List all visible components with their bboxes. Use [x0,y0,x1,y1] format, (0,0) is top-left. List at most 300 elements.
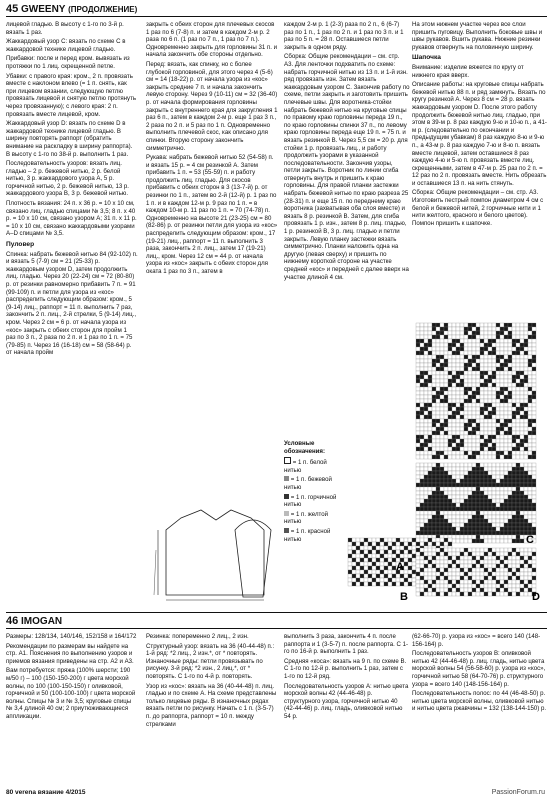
chart-cell [444,435,448,439]
chart-cell [468,447,472,451]
chart-cell [504,556,508,560]
chart-cell [404,546,408,550]
chart-cell [512,475,516,479]
chart-cell [448,463,452,467]
chart-cell [440,507,444,511]
chart-cell [380,566,384,570]
chart-cell [532,343,536,347]
chart-cell [364,542,368,546]
chart-cell [472,383,476,387]
chart-cell [436,580,440,584]
chart-cell [412,538,416,542]
chart-cell [472,568,476,572]
chart-cell [420,572,424,576]
chart-cell [416,343,420,347]
chart-cell [472,467,476,471]
chart-cell [464,335,468,339]
chart-cell [440,351,444,355]
chart-cell [468,415,472,419]
chart-cell [492,331,496,335]
chart-cell [512,531,516,535]
chart-cell [436,527,440,531]
chart-cell [456,479,460,483]
chart-cell [404,558,408,562]
paragraph: Резинка: попеременно 2 лиц., 2 изн. [146,633,249,640]
chart-cell [476,339,480,343]
chart-cell [512,411,516,415]
chart-cell [484,487,488,491]
chart-cell [468,355,472,359]
chart-cell [476,367,480,371]
chart-cell [476,560,480,564]
chart-cell [464,359,468,363]
chart-cell [416,511,420,515]
chart-cell [428,527,432,531]
chart-cell [480,519,484,523]
chart-cell [504,375,508,379]
chart-cell [416,580,420,584]
chart-cell [432,439,436,443]
chart-cell [432,419,436,423]
paragraph: лицевой гладью. В высоту с 1-го по 3-й р. вязать 1 раз. [6,21,124,36]
chart-cell [520,576,524,580]
chart-cell [516,379,520,383]
chart-cell [460,443,464,447]
chart-cell [516,463,520,467]
chart-cell [448,564,452,568]
chart-cell [420,523,424,527]
paragraph: Плотность вязания: 24 п. x 36 р. = 10 x 10 см, связано лиц. гладью спицами № 3,5; 8 п. x 40 р. = 10 x 10 см, связано узором A; 31 п. x 11 р. = 10 x 10 см, связано жаккардовыми узорами A–D спицами № 3,5. [6,200,137,238]
chart-cell [520,383,524,387]
chart-cell [528,331,532,335]
chart-cell [516,499,520,503]
chart-cell [452,335,456,339]
chart-cell [376,538,380,542]
chart-cell [448,327,452,331]
chart-cell [488,531,492,535]
chart-cell [440,584,444,588]
chart-cell [388,550,392,554]
chart-cell [528,371,532,375]
chart-cell [460,363,464,367]
chart-cell [444,351,448,355]
chart-cell [496,527,500,531]
chart-cell [428,451,432,455]
chart-cell [488,347,492,351]
chart-cell [508,455,512,459]
chart-cell [348,538,352,542]
chart-cell [420,331,424,335]
chart-cell [480,584,484,588]
chart-cell [468,343,472,347]
chart-cell [472,495,476,499]
chart-cell [452,431,456,435]
chart-cell [500,371,504,375]
chart-cell [532,371,536,375]
chart-cell [440,475,444,479]
chart-cell [444,455,448,459]
chart-cell [452,515,456,519]
chart-cell [484,399,488,403]
chart-cell [432,375,436,379]
chart-cell [528,391,532,395]
paragraph: (62-66-70) р. узора из «кос» = всего 140 (148-156-164) р. [412,633,541,648]
chart-cell [420,491,424,495]
chart-cell [500,439,504,443]
chart-cell [512,351,516,355]
chart-cell [504,511,508,515]
chart-cell [416,552,420,556]
chart-cell [444,439,448,443]
chart-cell [456,323,460,327]
chart-cell [500,576,504,580]
chart-cell [380,554,384,558]
chart-cell [436,483,440,487]
chart-cell [412,578,416,582]
chart-cell [496,391,500,395]
chart-cell [428,447,432,451]
chart-cell [520,592,524,596]
chart-cell [484,407,488,411]
chart-cell [360,550,364,554]
chart-cell [472,463,476,467]
chart-cell [360,566,364,570]
chart-cell [396,582,400,586]
chart-cell [528,351,532,355]
chart-cell [488,467,492,471]
chart-cell [524,592,528,596]
chart-cell [532,548,536,552]
chart-cell [520,495,524,499]
chart-cell [460,564,464,568]
chart-cell [456,475,460,479]
chart-cell [428,491,432,495]
chart-cell [472,584,476,588]
subheading-hat: Шапочка [412,54,441,62]
chart-cell [448,487,452,491]
chart-cell [528,379,532,383]
chart-cell [380,570,384,574]
chart-cell [420,584,424,588]
chart-cell [480,447,484,451]
chart-cell [452,347,456,351]
chart-cell [452,539,456,543]
column-4 [412,21,547,229]
chart-cell [420,580,424,584]
chart-cell [488,576,492,580]
chart-cell [352,574,356,578]
chart-cell [500,592,504,596]
chart-cell [460,399,464,403]
chart-cell [460,535,464,539]
chart-cell [468,556,472,560]
chart-cell [480,487,484,491]
chart-cell [488,435,492,439]
chart-cell [440,359,444,363]
chart-cell [472,327,476,331]
chart-cell [504,531,508,535]
chart-cell [472,347,476,351]
chart-cell [520,331,524,335]
chart-cell [476,391,480,395]
chart-cell [416,447,420,451]
chart-cell [480,355,484,359]
chart-cell [516,535,520,539]
chart-cell [520,367,524,371]
chart-cell [448,471,452,475]
chart-cell [420,588,424,592]
chart-cell [420,363,424,367]
chart-cell [472,580,476,584]
chart-cell [484,564,488,568]
chart-cell [456,419,460,423]
chart-cell [436,359,440,363]
chart-cell [432,395,436,399]
chart-cell [524,391,528,395]
chart-cell [516,576,520,580]
chart-cell [504,483,508,487]
chart-cell [488,568,492,572]
chart-cell [420,367,424,371]
chart-cell [520,451,524,455]
chart-cell [492,435,496,439]
chart-cell [492,443,496,447]
chart-cell [488,479,492,483]
chart-cell [436,503,440,507]
section2-column-2 [146,633,278,730]
paragraph: Рекомендации по размерам вы найдете на стр. А1. Пояснения по выполнению узоров и приемов вязания приведены на стр. А2 и А3. [6,642,134,665]
chart-cell [488,331,492,335]
chart-cell [496,451,500,455]
chart-cell [412,582,416,586]
chart-cell [452,363,456,367]
chart-cell [472,564,476,568]
chart-cell [376,570,380,574]
chart-cell [520,355,524,359]
chart-cell [444,527,448,531]
chart-cell [512,564,516,568]
chart-cell [472,411,476,415]
chart-cell [528,443,532,447]
chart-cell [416,423,420,427]
chart-cell [532,379,536,383]
chart-cell [472,355,476,359]
chart-cell [456,339,460,343]
chart-cell [496,531,500,535]
chart-cell [452,359,456,363]
chart-cell [456,451,460,455]
chart-cell [512,403,516,407]
chart-cell [524,467,528,471]
chart-cell [456,467,460,471]
chart-cell [508,564,512,568]
chart-cell [460,407,464,411]
chart-cell [508,588,512,592]
chart-cell [444,403,448,407]
chart-cell [524,588,528,592]
chart-cell [420,379,424,383]
chart-cell [360,570,364,574]
chart-cell [468,568,472,572]
chart-cell [356,542,360,546]
chart-cell [532,339,536,343]
chart-cell [444,443,448,447]
chart-cell [452,576,456,580]
chart-cell [436,588,440,592]
sleeve-schematic [225,505,285,605]
chart-cell [416,331,420,335]
chart-cell [464,463,468,467]
chart-cell [496,447,500,451]
chart-cell [464,499,468,503]
chart-cell [476,443,480,447]
chart-cell [520,435,524,439]
chart-cell [456,527,460,531]
chart-cell [420,495,424,499]
chart-cell [472,403,476,407]
chart-cell [464,527,468,531]
chart-cell [468,323,472,327]
chart-cell [516,339,520,343]
chart-cell [416,503,420,507]
chart-cell [432,487,436,491]
chart-cell [424,419,428,423]
chart-cell [520,463,524,467]
chart-cell [456,431,460,435]
chart-cell [484,531,488,535]
chart-cell [348,542,352,546]
chart-cell [524,455,528,459]
chart-cell [532,584,536,588]
chart-cell [516,323,520,327]
chart-cell [512,399,516,403]
chart-cell [520,455,524,459]
page-footer: 80 verena вязание 4/2015 [6,789,86,796]
chart-cell [440,371,444,375]
paragraph: Сборка: Общие рекомендации – см. стр. А3. Изготовить пестрый помпон диаметром 4 см с белой и бежевой нитей, 2 горчичные нити и 1 нити желтого, красного и белого цветов). Помпон пришить к шапочке. [412,189,544,227]
chart-cell [448,542,452,546]
chart-cell [476,576,480,580]
chart-cell [424,475,428,479]
chart-cell [420,395,424,399]
chart-cell [396,554,400,558]
chart-cell [480,439,484,443]
chart-cell [428,584,432,588]
chart-cell [476,584,480,588]
chart-cell [508,327,512,331]
chart-cell [440,375,444,379]
chart-cell [376,558,380,562]
chart-cell [404,550,408,554]
chart-cell [424,523,428,527]
chart-cell [380,538,384,542]
chart-cell [520,519,524,523]
chart-cell [532,511,536,515]
chart-cell [432,323,436,327]
chart-cell [440,455,444,459]
chart-cell [404,578,408,582]
chart-cell [352,558,356,562]
chart-cell [448,339,452,343]
chart-cell [476,483,480,487]
chart-cell [444,399,448,403]
chart-cell [424,455,428,459]
chart-cell [480,451,484,455]
legend-item: = 1 п. горчичной нитью [284,493,337,509]
chart-cell [348,562,352,566]
chart-cell [524,548,528,552]
chart-cell [484,419,488,423]
chart-cell [436,552,440,556]
chart-cell [432,556,436,560]
chart-cell [416,523,420,527]
chart-cell [492,371,496,375]
chart-cell [444,471,448,475]
chart-cell [520,443,524,447]
chart-cell [464,503,468,507]
chart-cell [452,375,456,379]
chart-cell [512,395,516,399]
chart-cell [416,576,420,580]
chart-cell [512,588,516,592]
chart-cell [512,375,516,379]
chart-cell [452,387,456,391]
chart-cell [444,363,448,367]
chart-cell [484,455,488,459]
chart-cell [440,335,444,339]
chart-cell [432,367,436,371]
chart-cell [456,592,460,596]
chart-cell [468,511,472,515]
chart-cell [528,487,532,491]
chart-cell [384,550,388,554]
chart-cell [380,578,384,582]
chart-cell [464,375,468,379]
chart-cell [392,554,396,558]
chart-cell [480,592,484,596]
chart-cell [416,548,420,552]
chart-cell [504,407,508,411]
chart-cell [464,487,468,491]
chart-cell [452,419,456,423]
chart-cell [416,399,420,403]
chart-cell [480,491,484,495]
chart-cell [380,574,384,578]
chart-cell [460,588,464,592]
chart-cell [440,395,444,399]
chart-cell [488,527,492,531]
chart-cell [480,435,484,439]
chart-cell [372,538,376,542]
chart-cell [520,387,524,391]
chart-cell [440,483,444,487]
chart-cell [496,323,500,327]
chart-cell [472,556,476,560]
chart-cell [388,574,392,578]
chart-cell [460,580,464,584]
chart-cell [436,427,440,431]
chart-cell [436,463,440,467]
chart-cell [436,379,440,383]
chart-cell [472,419,476,423]
chart-cell [500,523,504,527]
chart-cell [436,455,440,459]
chart-cell [428,331,432,335]
chart-cell [420,527,424,531]
chart-cell [360,542,364,546]
chart-cell [440,556,444,560]
chart-cell [424,359,428,363]
